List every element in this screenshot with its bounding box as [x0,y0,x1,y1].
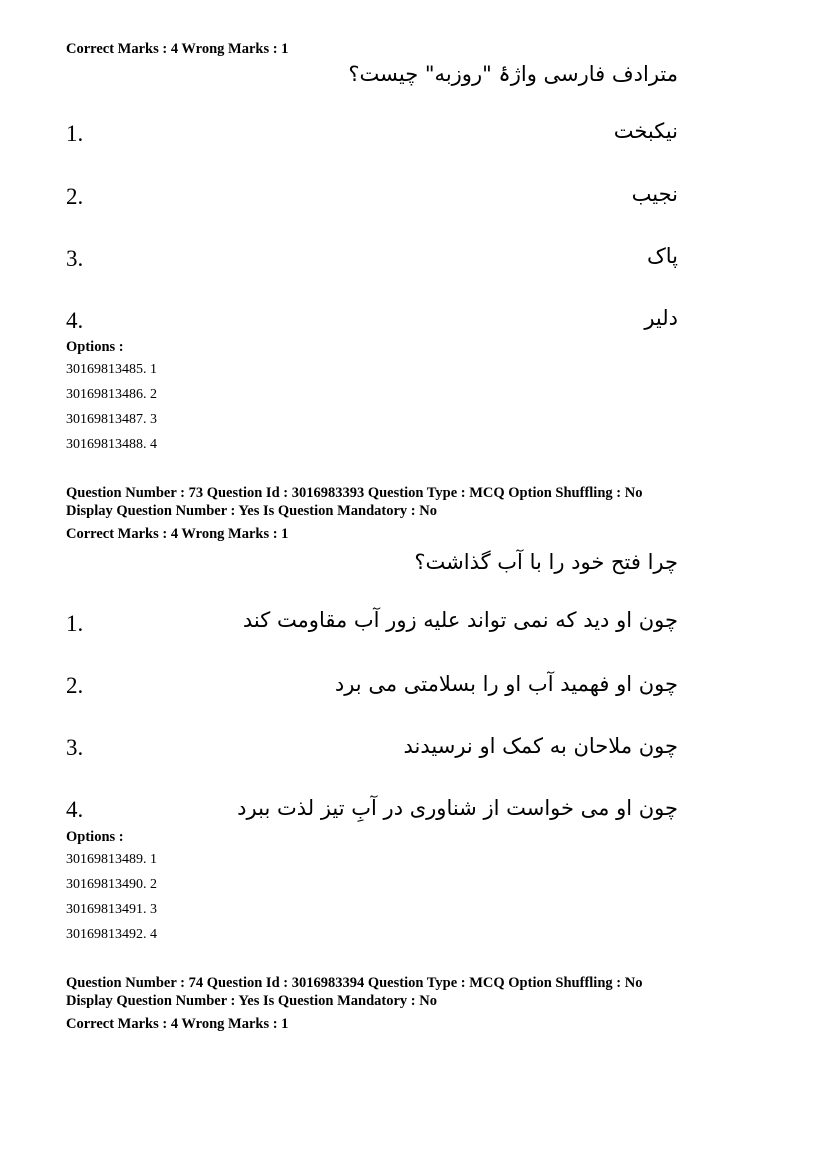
option-code: 30169813488. 4 [66,437,157,452]
option-number: 1. [66,611,84,636]
question-header: Question Number : 73 Question Id : 3016983393 Question Type : MCQ Option Shuffling : No [66,485,643,501]
marks-line: Correct Marks : 4 Wrong Marks : 1 [66,41,289,57]
option-code: 30169813485. 1 [66,362,157,377]
option-number: 3. [66,735,84,760]
option-text: چون او دید که نمی تواند علیه زور آب مقاومت کند [242,608,678,632]
option-code: 30169813486. 2 [66,387,157,402]
question-header: Display Question Number : Yes Is Question Mandatory : No [66,503,437,519]
options-label: Options : [66,829,124,845]
option-text: چون ملاحان به کمک او نرسیدند [403,734,678,758]
question-header: Question Number : 74 Question Id : 3016983394 Question Type : MCQ Option Shuffling : No [66,975,643,991]
option-code: 30169813490. 2 [66,877,157,892]
option-text: چون او فهمید آب او را بسلامتی می برد [334,672,678,696]
option-code: 30169813492. 4 [66,927,157,942]
option-number: 4. [66,308,84,333]
option-text: نیکبخت [613,119,678,143]
option-text: چون او می خواست از شناوری در آبِ تیز لذت ببرد [237,796,678,820]
option-code: 30169813491. 3 [66,902,157,917]
option-text: دلیر [644,306,678,330]
option-number: 2. [66,673,84,698]
option-number: 1. [66,121,84,146]
option-text: نجیب [631,182,678,206]
option-number: 2. [66,184,84,209]
option-code: 30169813487. 3 [66,412,157,427]
option-code: 30169813489. 1 [66,852,157,867]
marks-line: Correct Marks : 4 Wrong Marks : 1 [66,526,289,542]
question-text: مترادف فارسی واژۂ "روزبه" چیست؟ [348,62,678,86]
marks-line: Correct Marks : 4 Wrong Marks : 1 [66,1016,289,1032]
question-header: Display Question Number : Yes Is Question Mandatory : No [66,993,437,1009]
option-number: 3. [66,246,84,271]
question-text: چرا فتح خود را با آب گذاشت؟ [414,550,678,574]
options-label: Options : [66,339,124,355]
option-text: پاک [646,244,678,268]
option-number: 4. [66,797,84,822]
